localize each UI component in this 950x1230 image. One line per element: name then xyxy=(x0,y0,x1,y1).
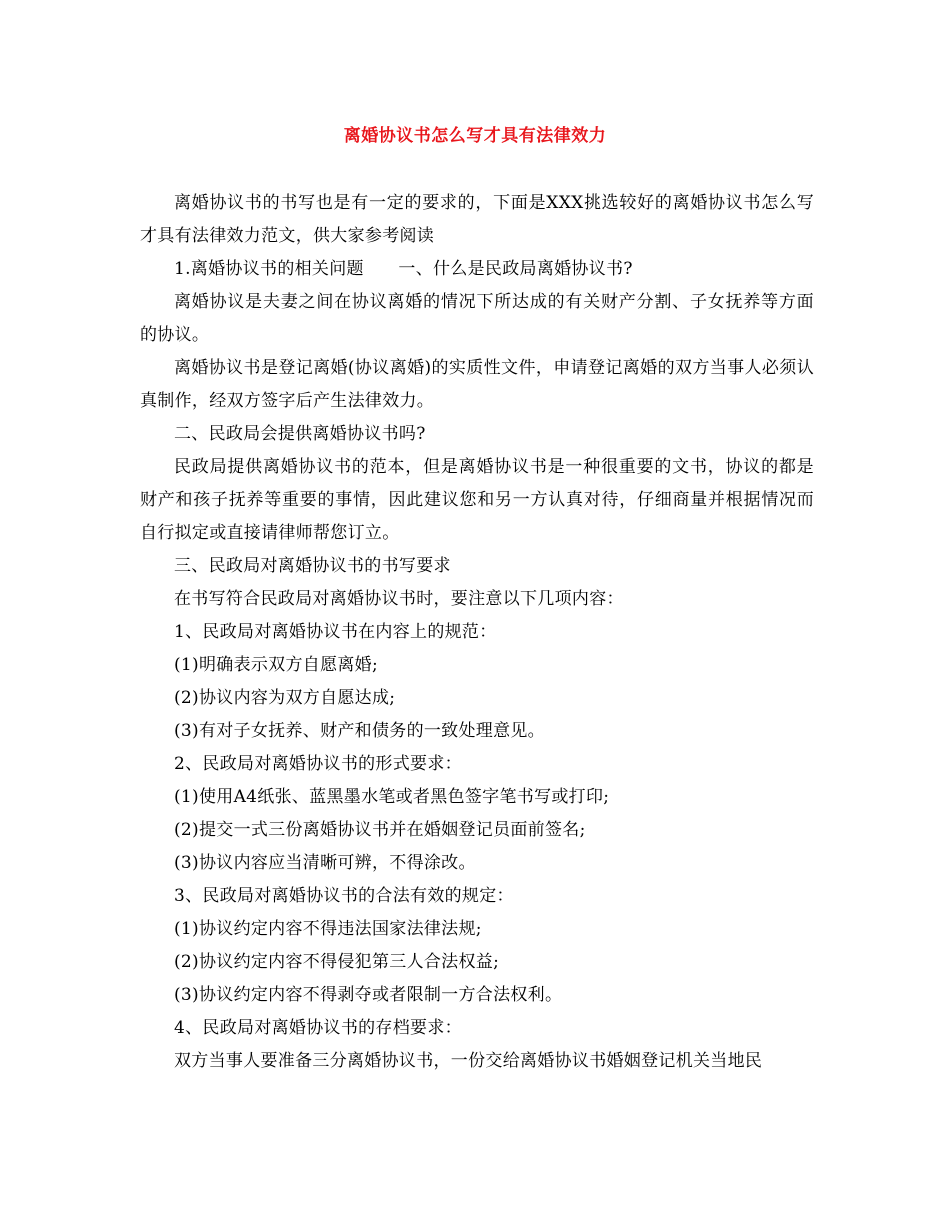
paragraph: 离婚协议书的书写也是有一定的要求的，下面是XXX挑选较好的离婚协议书怎么写才具有法律效力范文，供大家参考阅读 xyxy=(140,193,814,246)
paragraph: 离婚协议书是登记离婚(协议离婚)的实质性文件，申请登记离婚的双方当事人必须认真制作，经双方签字后产生法律效力。 xyxy=(140,358,814,411)
list-item: (2)提交一式三份离婚协议书并在婚姻登记员面前签名; xyxy=(174,820,586,840)
paragraph: 1.离婚协议书的相关问题 一、什么是民政局离婚协议书? xyxy=(174,259,633,279)
list-item: (3)协议约定内容不得剥夺或者限制一方合法权利。 xyxy=(174,985,563,1005)
section-heading: 二、民政局会提供离婚协议书吗? xyxy=(174,424,426,444)
paragraph: 双方当事人要准备三分离婚协议书，一份交给离婚协议书婚姻登记机关当地民 xyxy=(174,1051,763,1071)
paragraph: 在书写符合民政局对离婚协议书时，要注意以下几项内容： xyxy=(174,589,624,609)
section-heading: 三、民政局对离婚协议书的书写要求 xyxy=(174,556,451,576)
list-heading: 4、民政局对离婚协议书的存档要求： xyxy=(174,1018,462,1038)
list-item: (3)有对子女抚养、财产和债务的一致处理意见。 xyxy=(174,721,545,741)
list-item: (1)明确表示双方自愿离婚; xyxy=(174,655,379,675)
list-heading: 1、民政局对离婚协议书在内容上的规范： xyxy=(174,622,497,642)
list-item: (3)协议内容应当清晰可辨，不得涂改。 xyxy=(174,853,476,873)
list-heading: 2、民政局对离婚协议书的形式要求： xyxy=(174,754,462,774)
list-item: (1)使用A4纸张、蓝黑墨水笔或者黑色签字笔书写或打印; xyxy=(174,787,610,807)
document-title: 离婚协议书怎么写才具有法律效力 xyxy=(343,126,607,146)
document-body xyxy=(140,187,814,1078)
paragraph: 离婚协议是夫妻之间在协议离婚的情况下所达成的有关财产分割、子女抚养等方面的协议。 xyxy=(140,292,814,345)
list-item: (2)协议内容为双方自愿达成; xyxy=(174,688,396,708)
list-heading: 3、民政局对离婚协议书的合法有效的规定： xyxy=(174,886,514,906)
paragraph: 民政局提供离婚协议书的范本，但是离婚协议书是一种很重要的文书，协议的都是财产和孩子抚养等重要的事情，因此建议您和另一方认真对待，仔细商量并根据情况而自行拟定或直接请律师帮您订立。 xyxy=(140,457,814,543)
list-item: (1)协议约定内容不得违法国家法律法规; xyxy=(174,919,482,939)
list-item: (2)协议约定内容不得侵犯第三人合法权益; xyxy=(174,952,500,972)
